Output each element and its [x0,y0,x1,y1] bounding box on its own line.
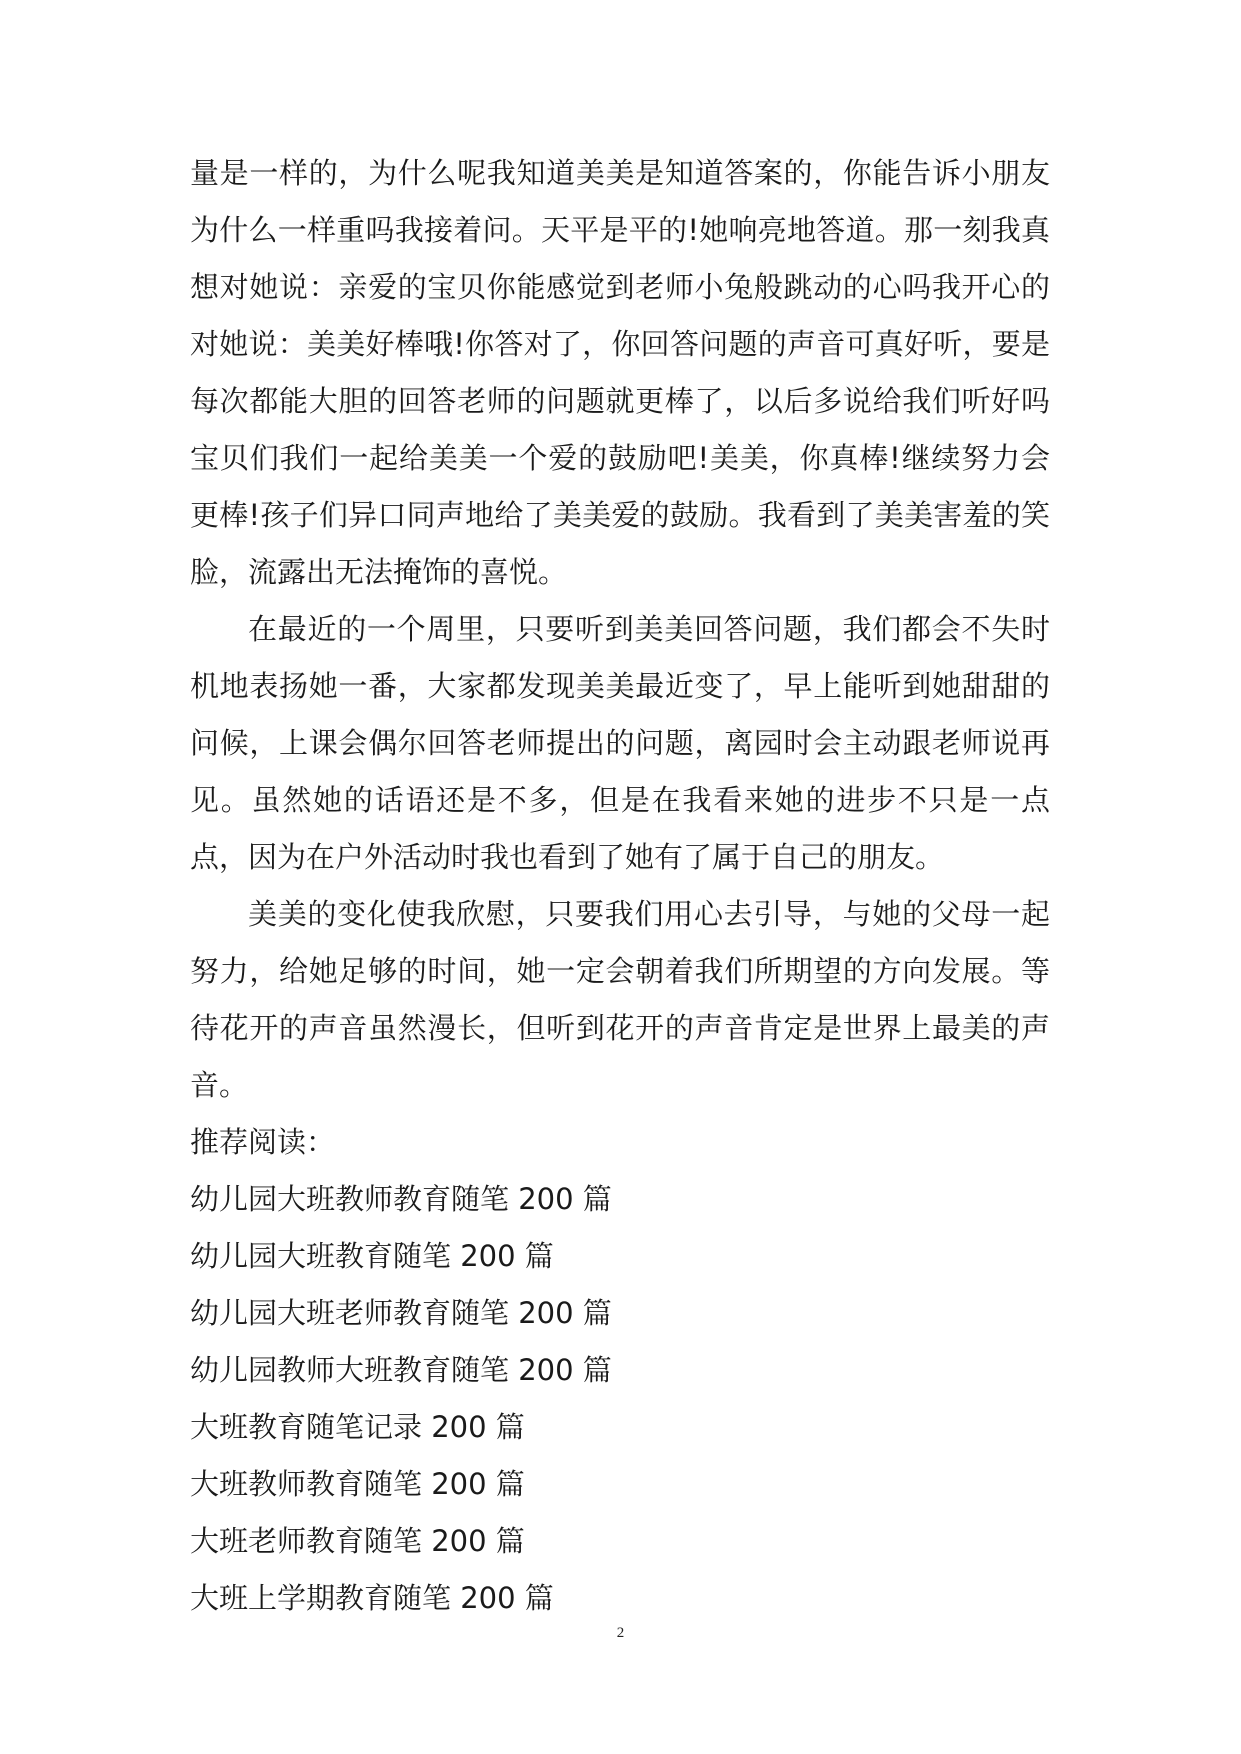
page-number: 2 [616,1625,625,1641]
recommended-link[interactable]: 幼儿园大班老师教育随笔 200 篇 [190,1296,612,1330]
recommended-reading-title: 推荐阅读： [190,1125,336,1159]
paragraph-continued: 量是一样的，为什么呢我知道美美是知道答案的，你能告诉小朋友为什么一样重吗我接着问。天平是平的!她响亮地答道。那一刻我真想对她说：亲爱的宝贝你能感觉到老师小兔般跳动的心吗我开心的对她说：美美好棒哦!你答对了，你回答问题的声音可真好听，要是每次都能大胆的回答老师的问题就更棒了，以后多说给我们听好吗宝贝们我们一起给美美一个爱的鼓励吧!美美，你真棒!继续努力会更棒!孩子们异口同声地给了美美爱的鼓励。我看到了美美害羞的笑脸，流露出无法掩饰的喜悦。 [190,156,1050,589]
recommended-link[interactable]: 幼儿园大班教师教育随笔 200 篇 [190,1182,612,1216]
paragraph-conclusion: 美美的变化使我欣慰，只要我们用心去引导，与她的父母一起努力，给她足够的时间，她一定会朝着我们所期望的方向发展。等待花开的声音虽然漫长，但听到花开的声音肯定是世界上最美的声音。 [190,897,1050,1102]
document-body [190,145,1050,1627]
recommended-link[interactable]: 大班老师教育随笔 200 篇 [190,1524,525,1558]
recommended-link[interactable]: 大班教师教育随笔 200 篇 [190,1467,525,1501]
recommended-link[interactable]: 幼儿园大班教育随笔 200 篇 [190,1239,554,1273]
recommended-link[interactable]: 大班教育随笔记录 200 篇 [190,1410,525,1444]
paragraph-progress: 在最近的一个周里，只要听到美美回答问题，我们都会不失时机地表扬她一番，大家都发现美美最近变了，早上能听到她甜甜的问候，上课会偶尔回答老师提出的问题，离园时会主动跟老师说再见。虽然她的话语还是不多，但是在我看来她的进步不只是一点点，因为在户外活动时我也看到了她有了属于自己的朋友。 [190,612,1050,874]
recommended-reading-list [190,1171,1050,1627]
recommended-link[interactable]: 幼儿园教师大班教育随笔 200 篇 [190,1353,612,1387]
recommended-link[interactable]: 大班上学期教育随笔 200 篇 [190,1581,554,1615]
